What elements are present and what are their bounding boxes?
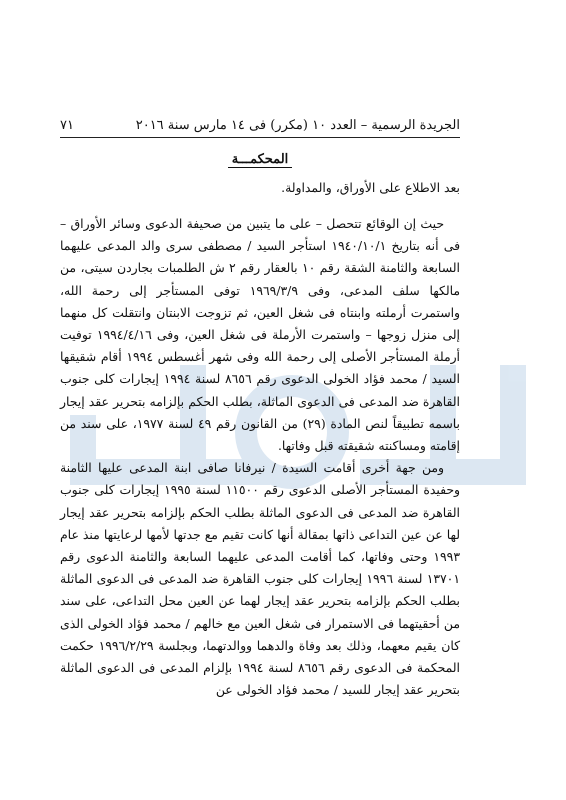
paragraph: حيث إن الوقائع تتحصل – على ما يتبين من صحيفة الدعوى وسائر الأوراق – فى أنه بتاريخ ١٩٤٠/١٠/١ استأجر السيد / مصطفى سرى والد المدعى عليهما السابعة والثامنة الشقة رقم ١٠ بالعقار رقم ٢ ش الطلمبات بجاردن سيتى، من مالكها سلف المدعى، وفى ١٩٦٩/٣/٩ توفى المستأجر إلى رحمة الله، واستمرت أرملته وابنتاه فى شغل العين، ثم تزوجت الابنتان وانتقلت كل منهما إلى منزل زوجها – واستمرت الأرملة فى شغل العين، وفى ١٩٩٤/٤/١٦ توفيت أرملة المستأجر الأصلى إلى رحمة الله وفى شهر أغسطس ١٩٩٤ أقام شقيقها السيد / محمد فؤاد الخولى الدعوى رقم ٨٦٥٦ لسنة ١٩٩٤ إيجارات كلى جنوب القاهرة ضد المدعى فى الدعوى الماثلة، بطلب الحكم بإلزامه بتحرير عقد إيجار باسمه تطبيقاً لنص المادة (٢٩) من القانون رقم ٤٩ لسنة ١٩٧٧، على سند من إقامته ومساكنته شقيقته قبل وفاتها.: [60, 216, 461, 454]
intro-text: بعد الاطلاع على الأوراق، والمداولة.: [281, 180, 460, 195]
body-text: [60, 213, 460, 701]
section-title-text: المحكمـــة: [228, 152, 293, 168]
header-title: الجريدة الرسمية – العدد ١٠ (مكرر) فى ١٤ مارس سنة ٢٠١٦: [135, 118, 460, 133]
page-number: ٧١: [60, 118, 74, 133]
page-header: [60, 118, 460, 138]
section-title: [60, 152, 460, 167]
paragraph: ومن جهة أخرى أقامت السيدة / نيرفانا صافى ابنة المدعى عليها الثامنة وحفيدة المستأجر الأصلى الدعوى رقم ١١٥٠٠ لسنة ١٩٩٥ إيجارات كلى جنوب القاهرة ضد المدعى فى الدعوى الماثلة بطلب الحكم بإلزامه بتحرير عقد إيجار لها عن عين التداعى ذاتها بمقالة أنها كانت تقيم مع جدتها لأمها لرعايتها منذ عام ١٩٩٣ وحتى وفاتها، كما أقامت المدعى عليهما السابعة والثامنة الدعوى رقم ١٣٧٠١ لسنة ١٩٩٦ إيجارات كلى جنوب القاهرة ضد المدعى فى الدعوى الماثلة بطلب الحكم بإلزامه بتحرير عقد إيجار لهما عن العين محل التداعى، على سند من أحقيتهما فى الاستمرار فى شغل العين مع خالهم / محمد فؤاد الخولى الذى كان يقيم معهما، وذلك بعد وفاة والدهما ووالدتهما، وبجلسة ١٩٩٦/٢/٢٩ حكمت المحكمة فى الدعوى رقم ٨٦٥٦ لسنة ١٩٩٤ بإلزام المدعى فى الدعوى الماثلة بتحرير عقد إيجار للسيد / محمد فؤاد الخولى عن: [60, 460, 461, 698]
document-page: [60, 118, 460, 701]
